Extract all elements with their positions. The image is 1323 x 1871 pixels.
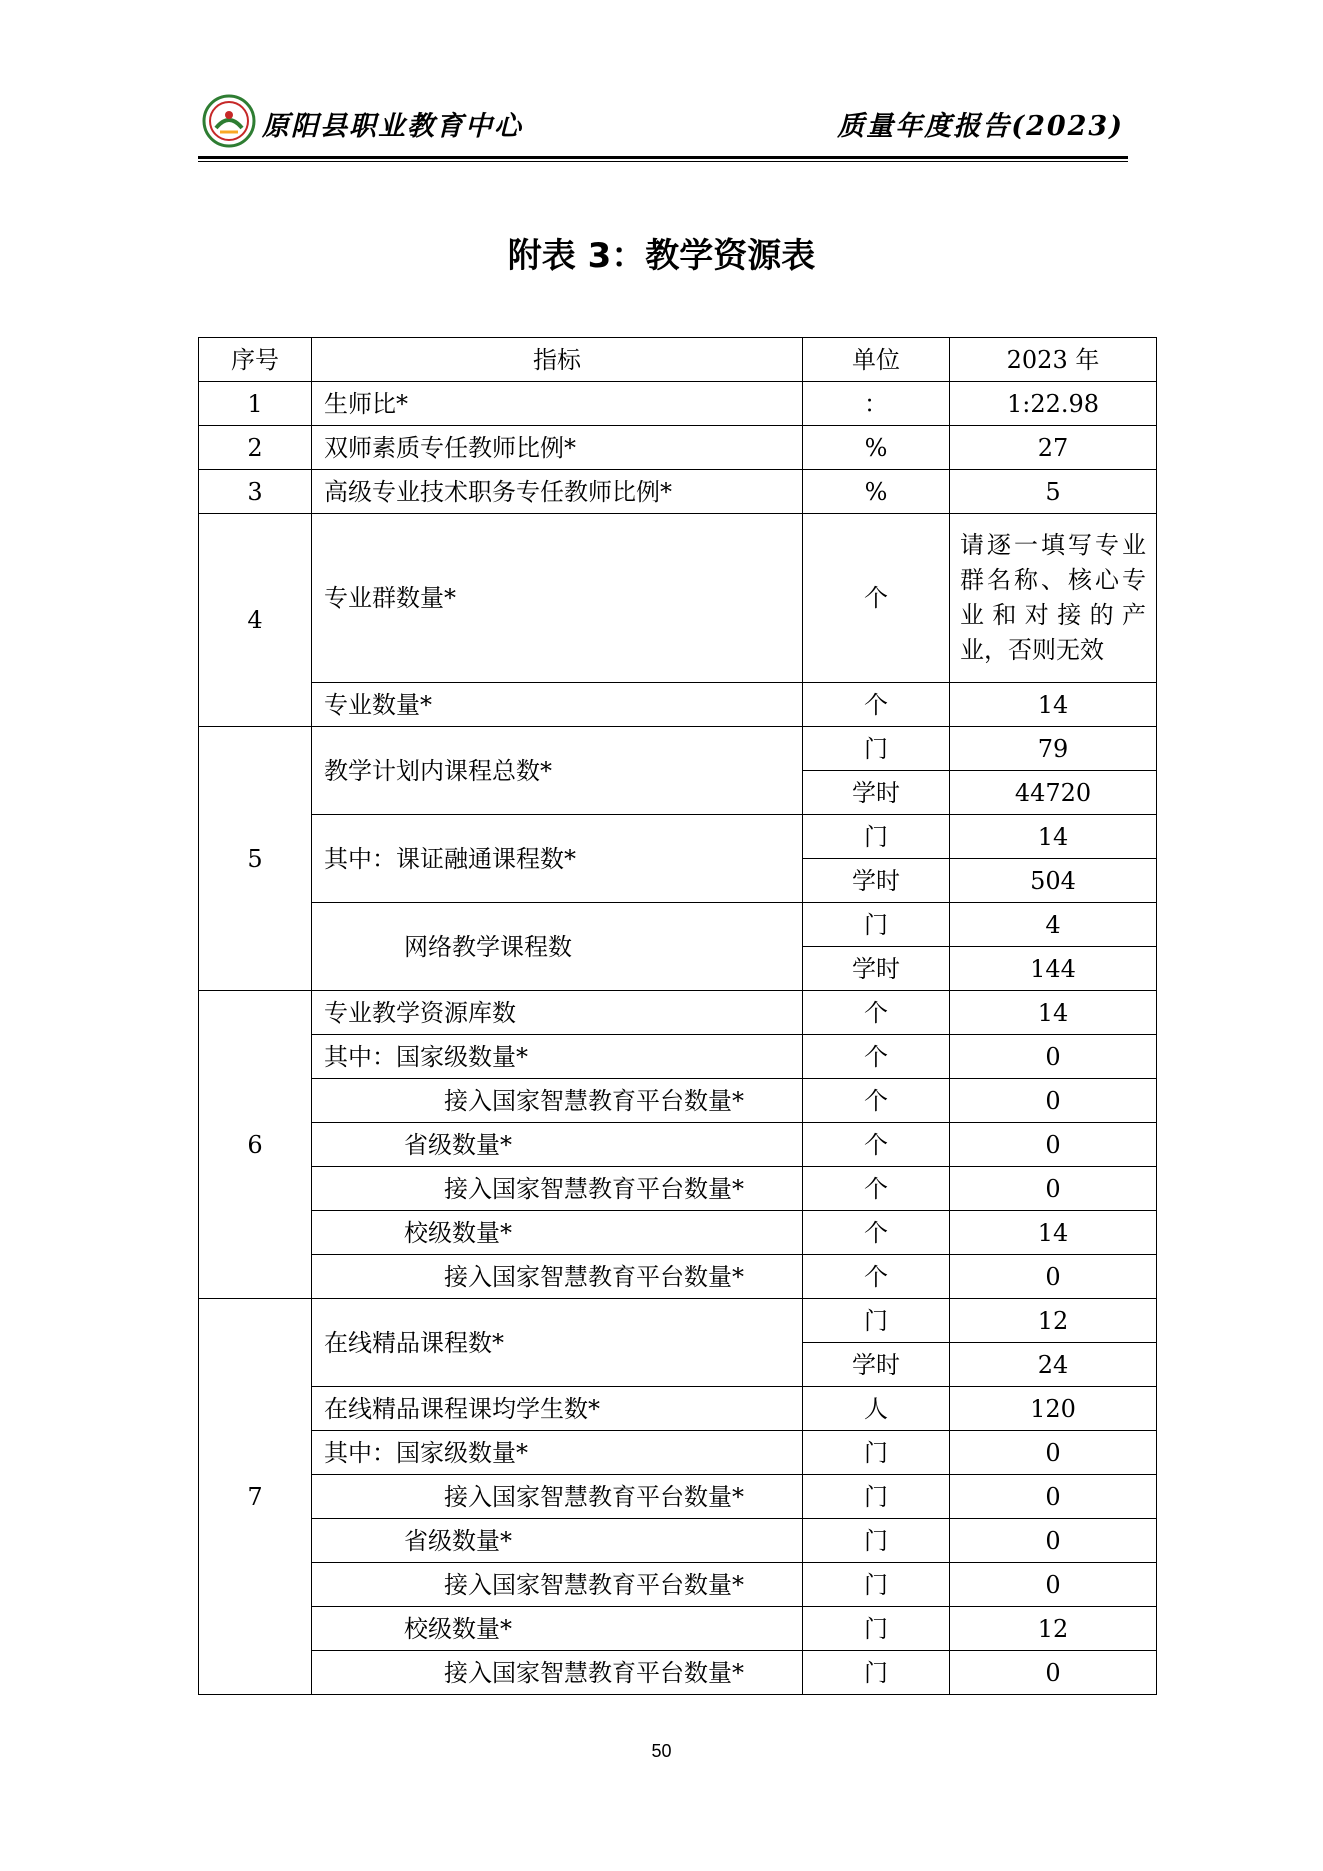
col-header-no: 序号 <box>199 338 312 382</box>
row-unit: 个 <box>803 1167 950 1211</box>
row-label: 接入国家智慧教育平台数量* <box>312 1475 803 1519</box>
row-label: 接入国家智慧教育平台数量* <box>312 1255 803 1299</box>
row-label: 其中：课证融通课程数* <box>312 815 803 903</box>
page-header <box>198 92 1128 156</box>
row-value: 14 <box>950 1211 1157 1255</box>
row-value: 0 <box>950 1475 1157 1519</box>
row-value: 120 <box>950 1387 1157 1431</box>
table-row <box>199 514 1157 683</box>
row-label: 双师素质专任教师比例* <box>312 426 803 470</box>
col-header-indicator: 指标 <box>312 338 803 382</box>
row-unit: 个 <box>803 1079 950 1123</box>
row-no: 4 <box>199 514 312 727</box>
row-unit: % <box>803 426 950 470</box>
row-label: 接入国家智慧教育平台数量* <box>312 1651 803 1695</box>
row-value: 0 <box>950 1519 1157 1563</box>
table-row <box>199 903 1157 947</box>
row-label: 校级数量* <box>312 1211 803 1255</box>
row-value: 44720 <box>950 771 1157 815</box>
row-value: 27 <box>950 426 1157 470</box>
row-label: 专业群数量* <box>312 514 803 683</box>
table-row <box>199 382 1157 426</box>
row-unit: % <box>803 470 950 514</box>
row-label: 省级数量* <box>312 1519 803 1563</box>
report-title: 质量年度报告(2023) <box>837 111 1124 142</box>
row-value: 4 <box>950 903 1157 947</box>
row-label: 接入国家智慧教育平台数量* <box>312 1167 803 1211</box>
table-row <box>199 1079 1157 1123</box>
table-row <box>199 1651 1157 1695</box>
row-no: 6 <box>199 991 312 1299</box>
row-label: 在线精品课程数* <box>312 1299 803 1387</box>
table-header-row <box>199 338 1157 382</box>
row-unit: 个 <box>803 683 950 727</box>
row-unit: 个 <box>803 1035 950 1079</box>
table-row <box>199 1299 1157 1343</box>
table-row <box>199 1519 1157 1563</box>
table-row <box>199 683 1157 727</box>
table-row <box>199 1035 1157 1079</box>
col-header-year: 2023 年 <box>950 338 1157 382</box>
table-row <box>199 815 1157 859</box>
row-value: 14 <box>950 683 1157 727</box>
row-unit: 个 <box>803 1211 950 1255</box>
row-unit: 学时 <box>803 859 950 903</box>
row-value: 14 <box>950 815 1157 859</box>
row-value: 0 <box>950 1079 1157 1123</box>
row-value: 24 <box>950 1343 1157 1387</box>
row-no: 2 <box>199 426 312 470</box>
row-unit: 门 <box>803 1519 950 1563</box>
row-unit: 学时 <box>803 1343 950 1387</box>
row-value: 5 <box>950 470 1157 514</box>
table-row <box>199 1431 1157 1475</box>
table-row <box>199 1211 1157 1255</box>
row-unit: 门 <box>803 1431 950 1475</box>
row-value: 0 <box>950 1255 1157 1299</box>
table-row <box>199 1387 1157 1431</box>
row-label: 其中：国家级数量* <box>312 1035 803 1079</box>
row-unit: 人 <box>803 1387 950 1431</box>
table-row <box>199 1607 1157 1651</box>
row-label: 接入国家智慧教育平台数量* <box>312 1079 803 1123</box>
table-row <box>199 1475 1157 1519</box>
header-rule <box>198 156 1128 159</box>
row-label: 接入国家智慧教育平台数量* <box>312 1563 803 1607</box>
row-no: 5 <box>199 727 312 991</box>
table-row <box>199 426 1157 470</box>
row-unit: 学时 <box>803 947 950 991</box>
school-name: 原阳县职业教育中心 <box>262 111 523 142</box>
row-label: 其中：国家级数量* <box>312 1431 803 1475</box>
header-rule-thin <box>198 161 1128 162</box>
row-unit: 门 <box>803 1299 950 1343</box>
table-row <box>199 1123 1157 1167</box>
row-label: 教学计划内课程总数* <box>312 727 803 815</box>
row-unit: 个 <box>803 1123 950 1167</box>
table-row <box>199 727 1157 771</box>
row-value: 0 <box>950 1563 1157 1607</box>
row-value: 144 <box>950 947 1157 991</box>
row-label: 生师比* <box>312 382 803 426</box>
row-unit: 个 <box>803 991 950 1035</box>
row-value: 1:22.98 <box>950 382 1157 426</box>
row-no: 3 <box>199 470 312 514</box>
page-number: 50 <box>651 1741 672 1761</box>
table-row <box>199 470 1157 514</box>
row-no: 1 <box>199 382 312 426</box>
row-value: 0 <box>950 1431 1157 1475</box>
col-header-unit: 单位 <box>803 338 950 382</box>
row-unit: 学时 <box>803 771 950 815</box>
row-no: 7 <box>199 1299 312 1695</box>
table-row <box>199 991 1157 1035</box>
row-unit: 门 <box>803 903 950 947</box>
table-row <box>199 1255 1157 1299</box>
row-unit: 门 <box>803 1607 950 1651</box>
row-value: 79 <box>950 727 1157 771</box>
row-value: 14 <box>950 991 1157 1035</box>
row-unit: 个 <box>803 514 950 683</box>
row-label: 网络教学课程数 <box>312 903 803 991</box>
row-unit: 门 <box>803 815 950 859</box>
table-row <box>199 1167 1157 1211</box>
row-unit: ： <box>803 382 950 426</box>
row-label: 在线精品课程课均学生数* <box>312 1387 803 1431</box>
table-row <box>199 1563 1157 1607</box>
row-label: 校级数量* <box>312 1607 803 1651</box>
page-title: 附表 3：教学资源表 <box>507 236 816 276</box>
resource-table <box>198 337 1157 1695</box>
row-value: 0 <box>950 1167 1157 1211</box>
row-unit: 门 <box>803 1563 950 1607</box>
row-value: 0 <box>950 1651 1157 1695</box>
row-value: 12 <box>950 1607 1157 1651</box>
row-label: 专业数量* <box>312 683 803 727</box>
row-unit: 门 <box>803 727 950 771</box>
row-label: 专业教学资源库数 <box>312 991 803 1035</box>
row-note: 请逐一填写专业群名称、核心专业和对接的产业，否则无效 <box>950 514 1157 683</box>
row-label: 省级数量* <box>312 1123 803 1167</box>
row-value: 0 <box>950 1123 1157 1167</box>
row-value: 504 <box>950 859 1157 903</box>
row-label: 高级专业技术职务专任教师比例* <box>312 470 803 514</box>
row-value: 0 <box>950 1035 1157 1079</box>
school-logo-icon <box>202 94 256 148</box>
row-unit: 门 <box>803 1651 950 1695</box>
row-value: 12 <box>950 1299 1157 1343</box>
row-unit: 门 <box>803 1475 950 1519</box>
row-unit: 个 <box>803 1255 950 1299</box>
